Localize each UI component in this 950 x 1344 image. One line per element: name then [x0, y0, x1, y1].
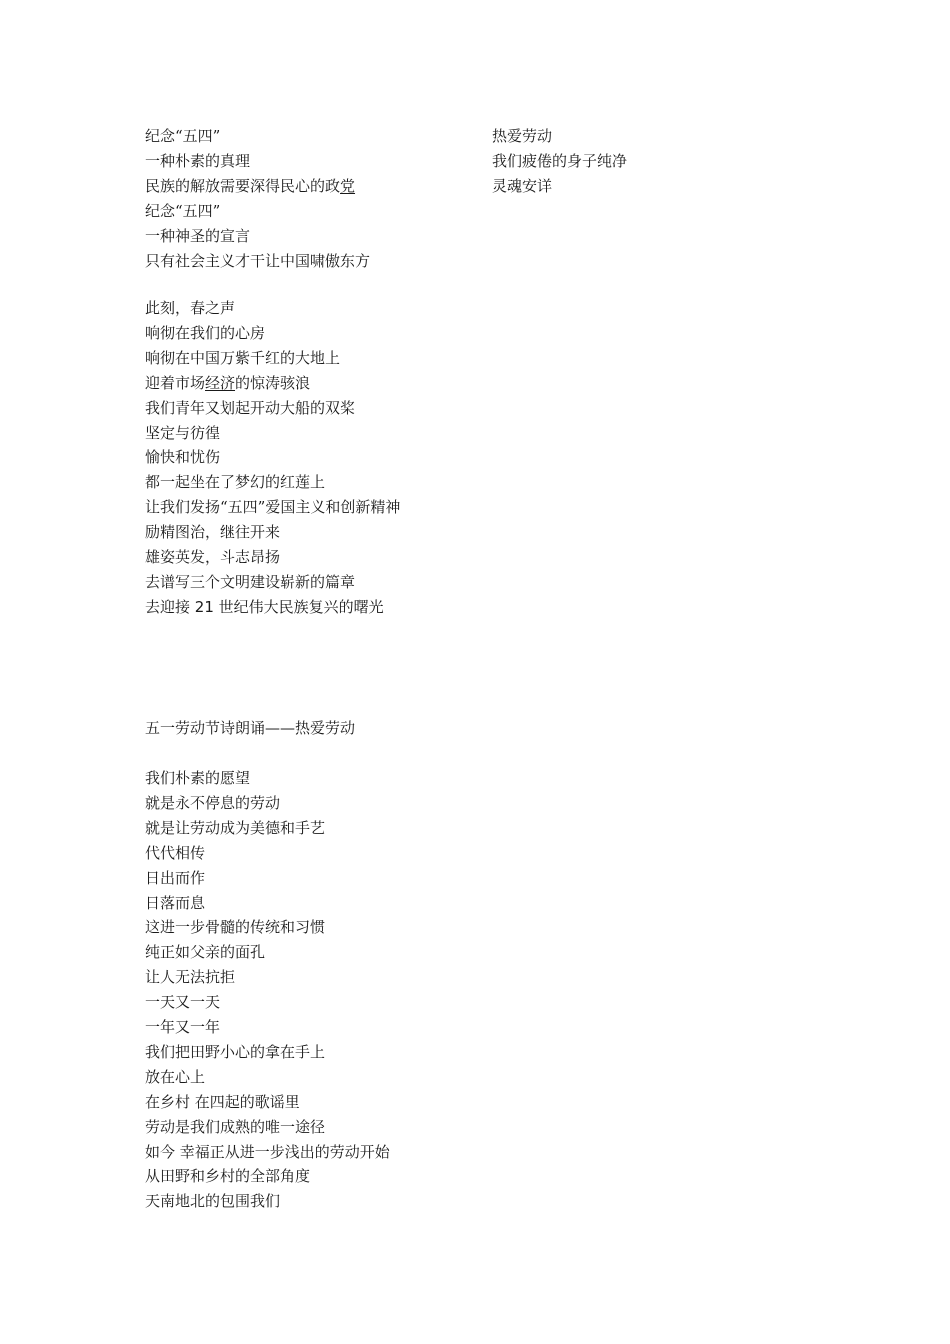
poem-line: 只有社会主义才干让中国啸傲东方 [145, 251, 371, 270]
poem-line: 日落而息 [145, 893, 206, 912]
underlined-word: 党 [340, 176, 356, 195]
poem-line: 坚定与彷徨 [145, 423, 221, 442]
poem-line: 雄姿英发，斗志昂扬 [145, 548, 281, 566]
poem-line: 日出而作 [145, 868, 206, 887]
poem-line: 代代相传 [145, 843, 206, 862]
poem-line-right: 灵魂安详 [492, 176, 553, 195]
poem-line: 劳动是我们成熟的唯一途径 [145, 1117, 326, 1136]
poem-line: 此刻，春之声 [145, 299, 236, 317]
poem-line: 一种朴素的真理 [145, 151, 251, 170]
poem-line: 就是让劳动成为美德和手艺 [145, 818, 326, 837]
poem-line: 如今 幸福正从进一步浅出的劳动开始 [145, 1142, 390, 1161]
poem-line: 响彻在中国万紫千红的大地上 [145, 348, 341, 367]
poem-line: 我们把田野小心的拿在手上 [145, 1042, 326, 1061]
poem-line-right: 我们疲倦的身子纯净 [492, 151, 628, 170]
poem-line: 都一起坐在了梦幻的红莲上 [145, 473, 326, 492]
poem-line: 愉快和忧伤 [145, 448, 221, 467]
poem-line: 励精图治，继往开来 [145, 523, 281, 542]
poem-line: 就是永不停息的劳动 [145, 793, 281, 812]
poem-line: 在乡村 在四起的歌谣里 [145, 1092, 300, 1111]
poem-line: 一年又一年 [145, 1018, 221, 1036]
poem-line: 让人无法抗拒 [145, 968, 236, 987]
poem-line: 纯正如父亲的面孔 [145, 943, 266, 962]
poem-line: 让我们发扬“五四”爱国主义和创新精神 [145, 498, 401, 517]
poem-line: 我们青年又划起开动大船的双桨 [145, 398, 356, 417]
poem-line: 迎着市场经济的惊涛骇浪 [145, 373, 311, 392]
poem-line: 去谱写三个文明建设崭新的篇章 [145, 572, 356, 591]
underlined-word: 经济 [205, 373, 236, 392]
poem-line: 一种神圣的宣言 [145, 226, 251, 245]
poem-line: 我们朴素的愿望 [145, 769, 251, 787]
poem-title: 五一劳动节诗朗诵——热爱劳动 [145, 719, 356, 737]
poem-line: 放在心上 [145, 1067, 206, 1086]
poem-line: 一天又一天 [145, 993, 221, 1012]
number-text: 21 [194, 597, 214, 616]
poem-line: 响彻在我们的心房 [145, 323, 266, 342]
poem-line: 这进一步骨髓的传统和习惯 [145, 918, 326, 937]
poem-line: 去迎接 21 世纪伟大民族复兴的曙光 [145, 597, 384, 616]
poem-line: 纪念“五四” [145, 127, 221, 145]
poem-line: 天南地北的包围我们 [145, 1192, 281, 1211]
poem-line-right: 热爱劳动 [492, 127, 553, 145]
poem-line: 民族的解放需要深得民心的政党 [145, 176, 356, 195]
poem-line: 从田野和乡村的全部角度 [145, 1167, 311, 1186]
poem-line: 纪念“五四” [145, 201, 221, 220]
